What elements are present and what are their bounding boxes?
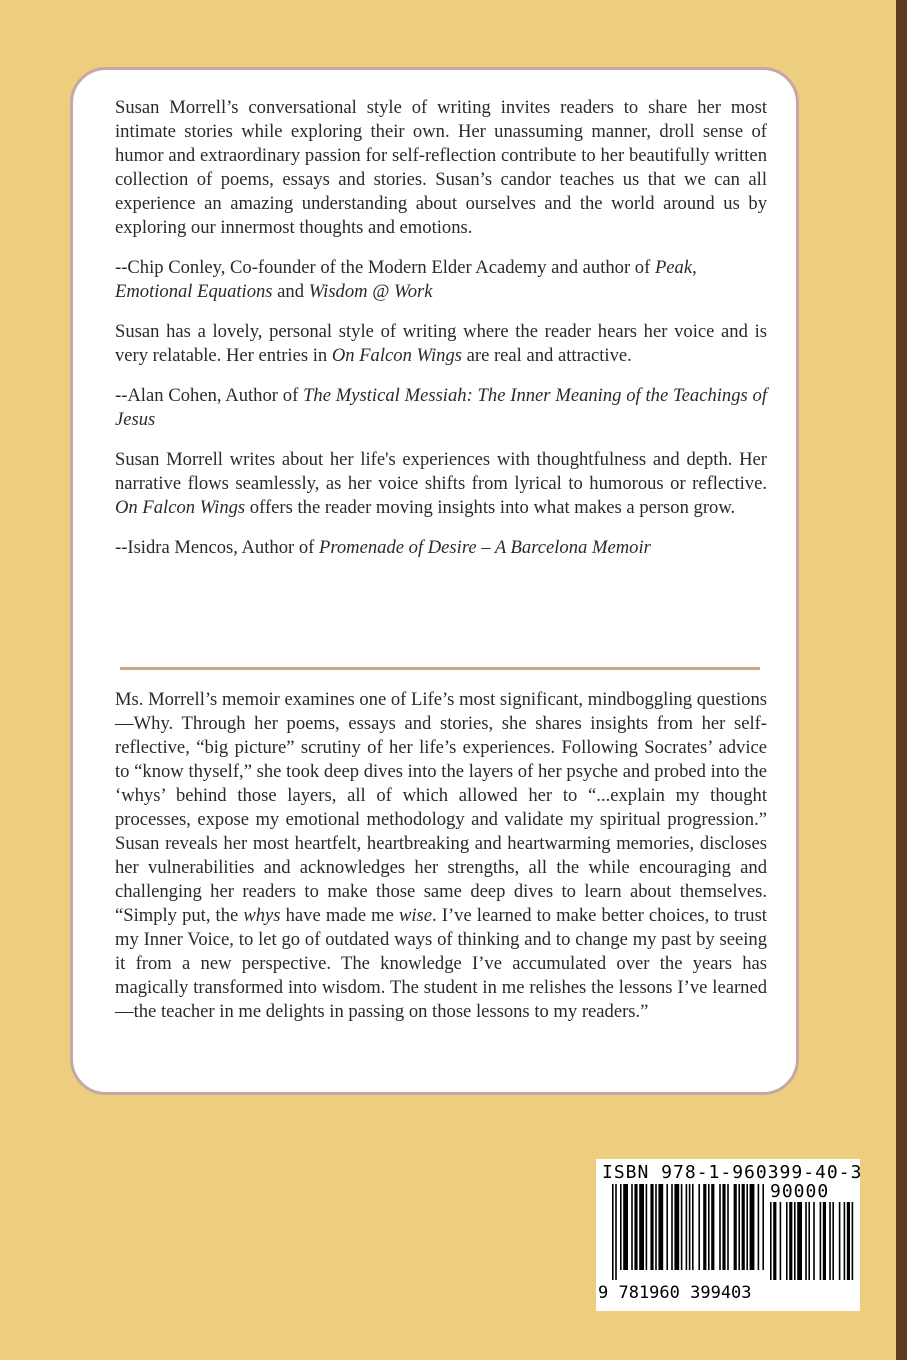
isbn-text: ISBN 978-1-960399-40-3 (602, 1162, 863, 1183)
barcode-bar (650, 1184, 653, 1270)
endorsement-attribution-3: --Isidra Mencos, Author of Promenade of Desire – A Barcelona Memoir (115, 537, 651, 558)
section-divider (120, 667, 760, 670)
barcode-bar (746, 1184, 748, 1270)
barcode-bar (742, 1184, 745, 1270)
barcode-bar (852, 1202, 854, 1280)
barcode-bar (786, 1202, 788, 1280)
endorsement-attribution-1: --Chip Conley, Co-founder of the Modern Elder Academy and author of Peak, Emotional Equations and Wisdom @ Work (115, 257, 697, 302)
endorsement-quote-2: Susan has a lovely, personal style of writing where the reader hears her voice and is very relatable. Her entries in On Falcon Wings are real and attractive. (115, 321, 767, 366)
endorsement-attribution-2: --Alan Cohen, Author of The Mystical Messiah: The Inner Meaning of the Teachings of Jesus (115, 385, 767, 430)
barcode-bar (738, 1184, 740, 1270)
barcode-bar (639, 1184, 644, 1270)
barcode-bar (832, 1202, 834, 1280)
barcode-bar (708, 1184, 710, 1270)
barcode-bar (623, 1184, 628, 1270)
barcode-bar (823, 1202, 826, 1280)
barcode-bar (770, 1202, 772, 1280)
barcode-bar (773, 1202, 776, 1280)
barcode-bar (844, 1202, 846, 1280)
barcode-bar (794, 1202, 796, 1280)
barcode-bar (612, 1184, 614, 1280)
barcode-bar (813, 1202, 815, 1280)
barcode-bar (698, 1184, 700, 1270)
barcode-bar (703, 1184, 706, 1270)
book-description (115, 688, 767, 1024)
barcode-bar (658, 1184, 663, 1270)
barcode-bar (646, 1184, 648, 1270)
spine-edge (896, 0, 907, 1360)
barcode-bar (805, 1202, 807, 1280)
barcode-bar (671, 1184, 673, 1270)
barcode-bar (762, 1184, 764, 1270)
barcode-bar (847, 1202, 850, 1280)
barcode-bar (780, 1202, 782, 1280)
barcode-bar (674, 1184, 679, 1270)
barcode-bar (829, 1202, 831, 1280)
ean-barcode (612, 1184, 764, 1290)
barcode-bar (620, 1184, 622, 1270)
barcode-bar (839, 1202, 841, 1280)
barcode-bar (719, 1184, 721, 1270)
barcode-bar (789, 1202, 792, 1280)
barcode-bar (711, 1184, 714, 1270)
barcode-bar (727, 1184, 729, 1270)
ean-digits: 9 781960 399403 (598, 1283, 752, 1303)
barcode-bar (631, 1184, 633, 1270)
barcode-bar (722, 1184, 725, 1270)
endorsement-quote-3: Susan Morrell writes about her life's experiences with thoughtfulness and depth. Her narrative flows seamlessly, as her voice shifts from lyrical to humorous or reflective. On Falcon Wings offers the reader moving insights into what makes a person grow. (115, 449, 767, 518)
barcode-bar (681, 1184, 683, 1270)
barcode-bar (686, 1184, 688, 1270)
barcode-bar (655, 1184, 657, 1270)
price-addon-digits: 90000 (770, 1181, 830, 1202)
barcode-bar (615, 1184, 617, 1280)
barcode-bar (666, 1184, 668, 1270)
barcode-bar (692, 1184, 694, 1270)
barcode-bar (758, 1184, 760, 1270)
barcode-bar (750, 1184, 755, 1270)
barcode-bar (734, 1184, 737, 1270)
barcode-bar (689, 1184, 691, 1270)
barcode-bar (797, 1202, 802, 1280)
barcode-bar (820, 1202, 822, 1280)
barcode-bar (808, 1202, 810, 1280)
endorsement-quote-1: Susan Morrell’s conversational style of writing invites readers to share her most intimate stories while exploring their own. Her unassuming manner, droll sense of humor and extraordinary passion for self-reflection contribute to her beautifully written collection of poems, essays and stories. Susan’s candor teaches us that we can all experience an amazing understanding about ourselves and the world around us by exploring our innermost thoughts and emotions. (115, 97, 767, 238)
addon-barcode (770, 1202, 856, 1290)
barcode-bar (634, 1184, 637, 1270)
description-paragraph: Ms. Morrell’s memoir examines one of Life’s most significant, mindboggling questions—Why. Through her poems, essays and stories, she shares insights from her self-reflective, “big picture” scrutiny of her life’s experiences. Following Socrates’ advice to “know thyself,” she took deep dives into the layers of her psyche and probed into the ‘whys’ behind those layers, all of which allowed her to “...explain my thought processes, expose my emotional methodology and validate my spiritual progression.” Susan reveals her most heartfelt, heartbreaking and heartwarming memories, discloses her vulnerabilities and acknowledges her strengths, all the while encouraging and challenging her readers to make those same deep dives to learn about themselves. “Simply put, the whys have made me wise. I’ve learned to make better choices, to trust my Inner Voice, to let go of outdated ways of thinking and to change my past by seeing it from a new perspective. The knowledge I’ve accumulated over the years has magically transformed into wisdom. The student in me relishes the lessons I’ve learned—the teacher in me delights in passing on those lessons to my readers.” (115, 689, 767, 1022)
endorsements-section (115, 96, 767, 560)
